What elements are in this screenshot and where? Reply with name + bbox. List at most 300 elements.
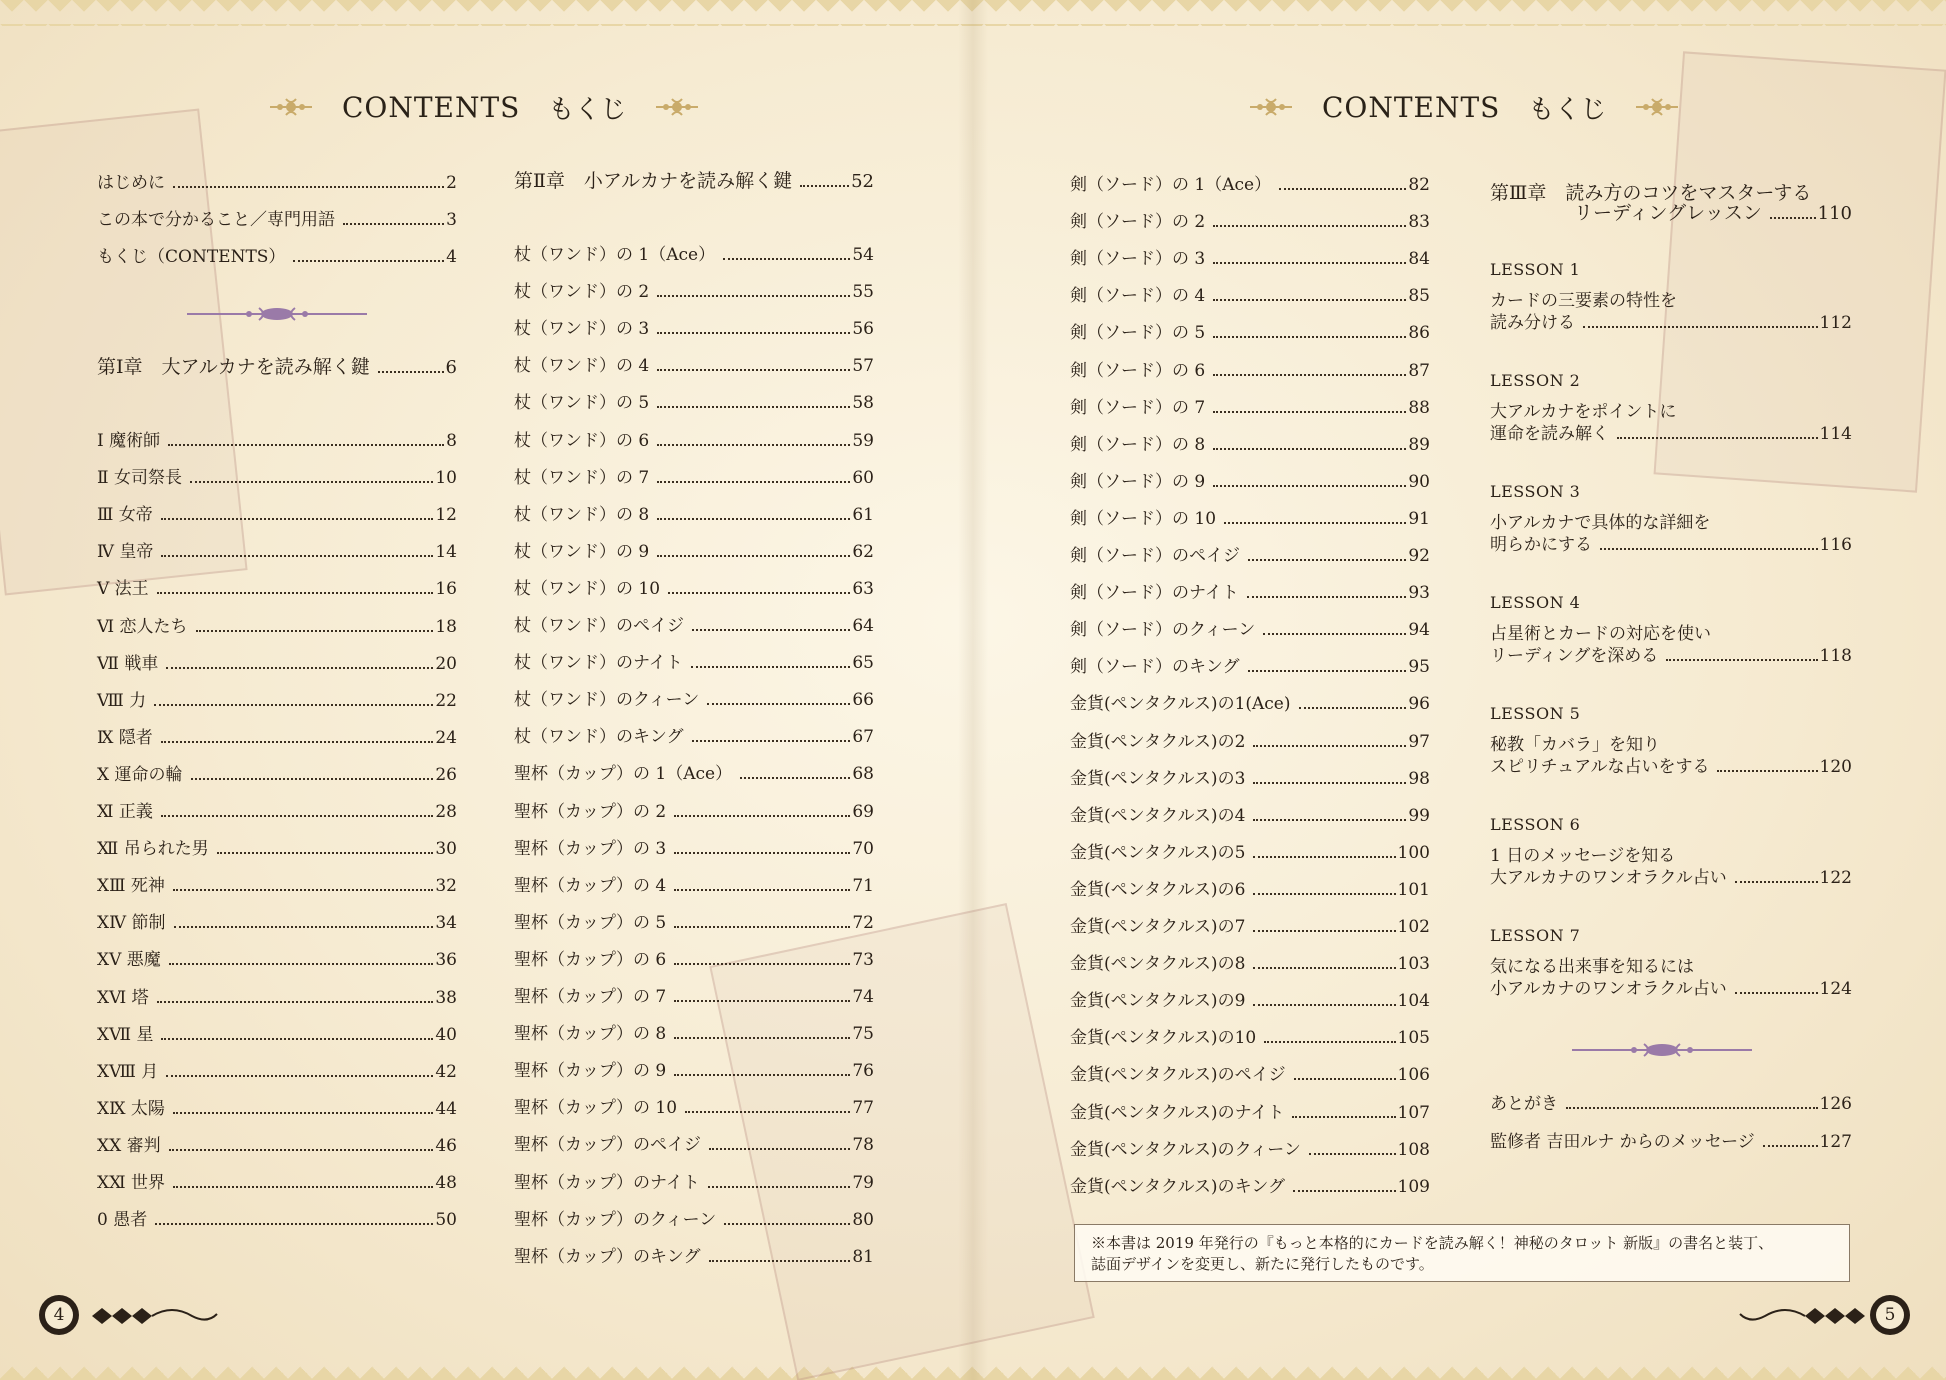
lesson-entry[interactable]: [1490, 371, 1852, 451]
lesson-entry[interactable]: [1490, 926, 1852, 1006]
page-number: 61: [852, 504, 874, 525]
dot-leader: [723, 258, 850, 260]
page-number: 96: [1408, 694, 1430, 715]
chapter-3-heading[interactable]: [1490, 178, 1852, 228]
page-number: 70: [852, 838, 874, 859]
dot-leader: [1717, 770, 1817, 772]
entry-title: 剣（ソード）のキング: [1070, 657, 1240, 678]
toc-entry[interactable]: [97, 467, 457, 489]
page-number: 66: [852, 690, 874, 711]
dot-leader: [674, 1037, 850, 1039]
page-number: 24: [435, 727, 457, 748]
toc-entry[interactable]: [514, 504, 874, 526]
lesson-title-line2-row: [1490, 978, 1852, 1000]
entry-title: 聖杯（カップ）の 1（Ace）: [514, 764, 733, 785]
entry-title: 杖（ワンド）の 9: [514, 541, 650, 562]
toc-entry[interactable]: [97, 1024, 457, 1046]
dot-leader: [1213, 225, 1406, 227]
toc-entry[interactable]: [97, 653, 457, 675]
page-number: 4: [446, 247, 457, 267]
page-number: 55: [852, 282, 874, 303]
toc-entry[interactable]: [97, 987, 457, 1009]
entry-title: 金貨(ペンタクルス)の8: [1070, 954, 1246, 975]
page-number: 112: [1819, 313, 1852, 333]
toc-entry[interactable]: [1070, 805, 1430, 827]
dot-leader: [1253, 819, 1406, 821]
toc-entry[interactable]: [514, 801, 874, 823]
page-number: 75: [852, 1024, 874, 1045]
dot-leader: [1213, 411, 1406, 413]
toc-entry[interactable]: [97, 246, 457, 268]
toc-entry[interactable]: [514, 578, 874, 600]
page-number: 104: [1397, 991, 1430, 1012]
toc-entry[interactable]: [1070, 1102, 1430, 1124]
entry-title: Ⅱ 女司祭長: [97, 468, 182, 489]
page-number: 98: [1408, 768, 1430, 789]
entry-title: 聖杯（カップ）のナイト: [514, 1172, 700, 1193]
heading-en: CONTENTS: [1322, 90, 1501, 124]
entry-title: 剣（ソード）の 10: [1070, 508, 1217, 529]
entry-title: 金貨(ペンタクルス)の1(Ace): [1070, 694, 1291, 715]
lesson-title-line2-row: [1490, 534, 1852, 556]
page-number: 26: [435, 764, 457, 785]
toc-entry[interactable]: [514, 392, 874, 414]
page-number: 92: [1408, 546, 1430, 566]
lesson-entry[interactable]: [1490, 593, 1852, 673]
page-number: 74: [852, 987, 874, 1007]
toc-entry[interactable]: [1070, 953, 1430, 975]
page-number: 118: [1819, 646, 1852, 666]
toc-entry[interactable]: [514, 430, 874, 452]
toc-entry[interactable]: [514, 1060, 874, 1082]
page-number: 120: [1819, 757, 1852, 777]
page-number: 102: [1397, 917, 1430, 937]
page-number: 79: [852, 1172, 874, 1193]
entry-title: 聖杯（カップ）のキング: [514, 1246, 701, 1267]
page-number: 97: [1408, 731, 1430, 752]
page-number-badge-left: [37, 1293, 81, 1337]
entry-title: Ⅹ 運命の輪: [97, 764, 183, 785]
page-number: 44: [435, 1098, 457, 1119]
page-number: 81: [852, 1246, 874, 1267]
dot-leader: [1583, 326, 1818, 328]
page-number: 84: [1408, 249, 1430, 270]
toc-entry[interactable]: [97, 504, 457, 526]
toc-entry[interactable]: [514, 986, 874, 1008]
toc-entry[interactable]: [514, 1023, 874, 1045]
dot-leader: [1299, 707, 1407, 709]
dot-leader: [657, 295, 850, 297]
entry-title: Ⅳ 皇帝: [97, 542, 154, 563]
toc-entry[interactable]: [514, 949, 874, 971]
entry-title: 杖（ワンド）の 2: [514, 282, 650, 303]
toc-entry[interactable]: [1070, 1139, 1430, 1161]
page-number: 22: [435, 690, 457, 711]
toc-entry[interactable]: [514, 467, 874, 489]
entry-title: ⅩⅥ 塔: [97, 987, 149, 1008]
toc-entry[interactable]: [1070, 693, 1430, 715]
dot-leader: [657, 406, 850, 408]
toc-entry[interactable]: [97, 1209, 457, 1231]
dot-leader: [657, 444, 850, 446]
page-number: 83: [1408, 212, 1430, 233]
lesson-tag: LESSON 2: [1490, 371, 1581, 390]
toc-entry[interactable]: [514, 912, 874, 934]
dot-leader: [708, 1186, 851, 1188]
toc-entry[interactable]: [97, 801, 457, 823]
dot-leader: [1213, 262, 1406, 264]
dot-leader: [173, 889, 433, 891]
toc-entry[interactable]: [1070, 434, 1430, 456]
toc-entry[interactable]: [1070, 619, 1430, 641]
dot-leader: [157, 592, 434, 594]
toc-entry[interactable]: [97, 172, 457, 194]
dot-leader: [1763, 1145, 1818, 1147]
dot-leader: [343, 223, 444, 225]
toc-entry[interactable]: [514, 1209, 874, 1231]
toc-entry[interactable]: [1070, 322, 1430, 344]
dot-leader: [1248, 559, 1406, 561]
lesson-title-line1: 気になる出来事を知るには: [1490, 957, 1694, 977]
entry-title: Ⅴ 法王: [97, 579, 149, 600]
toc-entry[interactable]: [1070, 471, 1430, 493]
toc-entry[interactable]: [1070, 1176, 1430, 1198]
dot-leader: [161, 741, 434, 743]
toc-entry[interactable]: [514, 838, 874, 860]
page-number: 95: [1408, 657, 1430, 678]
lesson-title-line1: 占星術とカードの対応を使い: [1490, 624, 1711, 644]
toc-entry[interactable]: [1070, 508, 1430, 530]
page-number: 72: [852, 912, 874, 933]
lesson-tag: LESSON 6: [1490, 815, 1581, 834]
toc-entry[interactable]: [514, 726, 874, 748]
dot-leader: [173, 186, 444, 188]
entry-title: 金貨(ペンタクルス)のペイジ: [1070, 1065, 1286, 1086]
toc-entry[interactable]: [1070, 397, 1430, 419]
toc-entry[interactable]: [97, 838, 457, 860]
entry-title: ⅩⅦ 星: [97, 1024, 154, 1045]
page-number: 101: [1397, 879, 1430, 900]
toc-entry[interactable]: [97, 764, 457, 786]
toc-entry[interactable]: [97, 541, 457, 563]
page-number: 107: [1397, 1102, 1430, 1123]
page-number: 91: [1408, 508, 1430, 529]
lesson-entry[interactable]: [1490, 260, 1852, 340]
page-number: 110: [1817, 203, 1852, 224]
lesson-entry[interactable]: [1490, 482, 1852, 562]
page-number: 90: [1408, 471, 1430, 492]
toc-entry[interactable]: [1490, 1131, 1852, 1153]
dot-leader: [191, 778, 434, 780]
entry-title: 金貨(ペンタクルス)の5: [1070, 842, 1246, 863]
dot-leader: [1253, 745, 1406, 747]
toc-entry[interactable]: [1070, 545, 1430, 567]
toc-entry[interactable]: [514, 1097, 874, 1119]
entry-title: 剣（ソード）の 5: [1070, 323, 1206, 344]
lesson-tag: LESSON 7: [1490, 926, 1581, 945]
toc-entry[interactable]: [97, 1098, 457, 1120]
toc-entry[interactable]: [1070, 1064, 1430, 1086]
toc-entry[interactable]: [97, 949, 457, 971]
entry-title: 聖杯（カップ）の 10: [514, 1098, 678, 1119]
entry-title: 剣（ソード）の 8: [1070, 434, 1206, 455]
entry-title: 杖（ワンド）の 10: [514, 578, 661, 599]
lesson-title-line2: 小アルカナのワンオラクル占い: [1490, 979, 1727, 999]
entry-title: 金貨(ペンタクルス)の6: [1070, 879, 1246, 900]
page-number: 73: [852, 949, 874, 970]
entry-title: 金貨(ペンタクルス)の9: [1070, 991, 1246, 1012]
dot-leader: [674, 852, 850, 854]
toc-entry[interactable]: [514, 689, 874, 711]
page-number: 63: [852, 578, 874, 599]
page-number: 64: [852, 616, 874, 636]
toc-entry[interactable]: [1490, 1093, 1852, 1115]
entry-title: 杖（ワンド）の 4: [514, 356, 650, 377]
toc-entry[interactable]: [1070, 285, 1430, 307]
page-number: 89: [1408, 434, 1430, 455]
page-number: 48: [435, 1173, 457, 1193]
dot-leader: [692, 740, 851, 742]
entry-title: 0 愚者: [97, 1210, 148, 1231]
page-number: 36: [435, 950, 457, 971]
toc-entry[interactable]: [1070, 879, 1430, 901]
entry-title: ⅩⅪ 世界: [97, 1173, 165, 1193]
entry-title: 剣（ソード）の 7: [1070, 397, 1206, 418]
dot-leader: [161, 555, 433, 557]
dot-leader: [1248, 670, 1407, 672]
dot-leader: [674, 1000, 850, 1002]
toc-entry[interactable]: [1070, 248, 1430, 270]
toc-entry[interactable]: [97, 727, 457, 749]
lesson-title-line2: リーディングを深める: [1490, 646, 1659, 666]
toc-entry[interactable]: [97, 912, 457, 934]
entry-title: 杖（ワンド）の 7: [514, 467, 650, 488]
toc-entry[interactable]: [1070, 768, 1430, 790]
chapter-2-heading[interactable]: [514, 170, 874, 193]
page-number: 52: [851, 171, 874, 192]
entry-title: この本で分かること／専門用語: [97, 210, 335, 230]
dot-leader: [674, 1074, 850, 1076]
entry-title: ⅩⅤ 悪魔: [97, 950, 161, 971]
page-number: 106: [1397, 1065, 1430, 1086]
lesson-title-line2: 大アルカナのワンオラクル占い: [1490, 868, 1727, 888]
entry-title: 金貨(ペンタクルス)の2: [1070, 731, 1246, 752]
dot-leader: [1735, 992, 1818, 994]
toc-entry[interactable]: [514, 1172, 874, 1194]
dot-leader: [657, 481, 850, 483]
page-number: 59: [852, 430, 874, 451]
lesson-tag: LESSON 5: [1490, 704, 1581, 723]
entry-title: ⅩⅨ 太陽: [97, 1098, 165, 1119]
ornamental-divider: [187, 306, 367, 322]
entry-title: ⅩⅢ 死神: [97, 876, 165, 897]
toc-entry[interactable]: [514, 615, 874, 637]
entry-title: 聖杯（カップ）の 2: [514, 801, 667, 822]
toc-entry[interactable]: [1070, 1027, 1430, 1049]
dot-leader: [657, 555, 850, 557]
lesson-title-line2-row: [1490, 423, 1852, 445]
note-line1: ※本書は 2019 年発行の『もっと本格的にカードを読み解く！神秘のタロット 新版』の書名と装丁、: [1091, 1234, 1774, 1252]
lesson-title-line2-row: [1490, 645, 1852, 667]
lesson-tag: LESSON 1: [1490, 260, 1581, 279]
page-number: 10: [435, 468, 457, 489]
dot-leader: [161, 518, 434, 520]
toc-entry[interactable]: [97, 616, 457, 638]
toc-entry[interactable]: [97, 578, 457, 600]
entry-title: 杖（ワンド）の 8: [514, 504, 650, 525]
lesson-title-line1: 秘教「カバラ」を知り: [1490, 735, 1660, 755]
toc-entry[interactable]: [514, 875, 874, 897]
dot-leader: [166, 1075, 433, 1077]
dot-leader: [709, 1148, 850, 1150]
page-number: 58: [852, 393, 874, 414]
toc-entry[interactable]: [97, 430, 457, 452]
dot-leader: [161, 815, 433, 817]
page-number: 87: [1408, 360, 1430, 381]
dot-leader: [293, 260, 444, 262]
dot-leader: [174, 926, 434, 928]
entry-title: Ⅲ 女帝: [97, 505, 153, 526]
footer-ornament-icon: [92, 1304, 222, 1328]
page-number: 103: [1397, 954, 1430, 975]
dot-leader: [378, 371, 444, 373]
page-number: 3: [446, 210, 457, 230]
dot-leader: [161, 1038, 433, 1040]
dot-leader: [157, 1001, 434, 1003]
toc-entry[interactable]: [1070, 731, 1430, 753]
toc-entry[interactable]: [1070, 174, 1430, 196]
toc-entry[interactable]: [97, 209, 457, 231]
entry-title: 杖（ワンド）の 1（Ace）: [514, 245, 716, 265]
toc-entry[interactable]: [514, 1246, 874, 1268]
chapter-title-line2-row: [1574, 202, 1852, 225]
toc-entry[interactable]: [97, 1172, 457, 1194]
page-number: 56: [852, 319, 874, 340]
dot-leader: [166, 667, 433, 669]
toc-entry[interactable]: [1070, 916, 1430, 938]
page-number: 38: [435, 987, 457, 1008]
page-number: 82: [1408, 175, 1430, 195]
page-number: 28: [435, 802, 457, 822]
toc-entry[interactable]: [514, 318, 874, 340]
dot-leader: [169, 963, 434, 965]
ornamental-divider: [1572, 1042, 1752, 1058]
toc-entry[interactable]: [1070, 656, 1430, 678]
lesson-entry[interactable]: [1490, 815, 1852, 895]
toc-entry[interactable]: [1070, 582, 1430, 604]
toc-entry[interactable]: [1070, 211, 1430, 233]
toc-entry[interactable]: [1070, 360, 1430, 382]
entry-title: 剣（ソード）の 2: [1070, 212, 1206, 233]
page-number: 12: [435, 505, 457, 526]
toc-entry[interactable]: [514, 763, 874, 785]
entry-title: 金貨(ペンタクルス)の10: [1070, 1028, 1257, 1049]
page-number: 127: [1819, 1132, 1852, 1152]
entry-title: ⅩⅣ 節制: [97, 913, 166, 934]
page-number: 34: [435, 913, 457, 934]
dot-leader: [190, 481, 433, 483]
dot-leader: [1279, 188, 1406, 190]
dot-leader: [1247, 596, 1407, 598]
toc-entry[interactable]: [514, 652, 874, 674]
page-number: 77: [852, 1098, 874, 1119]
toc-entry[interactable]: [97, 875, 457, 897]
page-number: 32: [435, 876, 457, 897]
toc-entry[interactable]: [514, 281, 874, 303]
toc-entry[interactable]: [97, 1135, 457, 1157]
page-number: 50: [435, 1210, 457, 1231]
entry-title: 杖（ワンド）のキング: [514, 727, 684, 748]
entry-title: 杖（ワンド）のナイト: [514, 653, 683, 674]
page-number: 65: [852, 653, 874, 674]
toc-entry[interactable]: [514, 355, 874, 377]
page-number: 54: [852, 245, 874, 265]
toc-entry[interactable]: [97, 690, 457, 712]
entry-title: 金貨(ペンタクルス)のキング: [1070, 1176, 1286, 1197]
page-number: 67: [852, 727, 874, 748]
entry-title: 監修者 吉田ルナ からのメッセージ: [1490, 1132, 1755, 1152]
toc-entry[interactable]: [1070, 842, 1430, 864]
dot-leader: [1253, 930, 1395, 932]
toc-entry[interactable]: [514, 541, 874, 563]
lesson-title-line2-row: [1490, 756, 1852, 778]
dot-leader: [1253, 967, 1395, 969]
dot-leader: [169, 1149, 434, 1151]
page-number: 2: [446, 173, 457, 193]
dot-leader: [674, 963, 850, 965]
page-number: 42: [435, 1061, 457, 1082]
heading-ja: もくじ: [1528, 94, 1607, 125]
chapter-1-heading[interactable]: [97, 356, 457, 379]
entry-title: はじめに: [97, 173, 165, 193]
toc-entry[interactable]: [514, 1134, 874, 1156]
page-number: 30: [435, 839, 457, 860]
lesson-title-line1: 大アルカナをポイントに: [1490, 402, 1677, 422]
page-number: 108: [1397, 1139, 1430, 1160]
dot-leader: [1253, 856, 1395, 858]
entry-title: 金貨(ペンタクルス)の7: [1070, 917, 1246, 937]
entry-title: Ⅵ 恋人たち: [97, 616, 188, 637]
dot-leader: [1263, 633, 1406, 635]
entry-title: 杖（ワンド）の 5: [514, 393, 650, 414]
entry-title: 聖杯（カップ）の 9: [514, 1061, 667, 1082]
lesson-title-line2-row: [1490, 867, 1852, 889]
dot-leader: [196, 630, 434, 632]
entry-title: 剣（ソード）のペイジ: [1070, 546, 1240, 566]
entry-title: 剣（ソード）の 3: [1070, 249, 1206, 270]
entry-title: Ⅺ 正義: [97, 802, 153, 822]
lesson-title-line2: 読み分ける: [1490, 313, 1575, 333]
chapter-title-line2: リーディングレッスン: [1574, 202, 1762, 224]
page-number: 116: [1819, 535, 1852, 555]
page-number: 93: [1408, 583, 1430, 604]
toc-entry[interactable]: [1070, 990, 1430, 1012]
page-number: 85: [1408, 286, 1430, 307]
page-number: 69: [852, 801, 874, 822]
entry-title: Ⅰ 魔術師: [97, 431, 161, 451]
toc-entry[interactable]: [97, 1061, 457, 1083]
dot-leader: [1309, 1153, 1396, 1155]
lesson-entry[interactable]: [1490, 704, 1852, 784]
dot-leader: [1566, 1107, 1818, 1109]
entry-title: 剣（ソード）の 6: [1070, 360, 1206, 381]
dot-leader: [173, 1112, 433, 1114]
lesson-title-line2: 運命を読み解く: [1490, 424, 1609, 444]
dot-leader: [1213, 448, 1406, 450]
dot-leader: [173, 1186, 433, 1188]
toc-entry[interactable]: [514, 244, 874, 266]
entry-title: 聖杯（カップ）の 7: [514, 987, 667, 1007]
